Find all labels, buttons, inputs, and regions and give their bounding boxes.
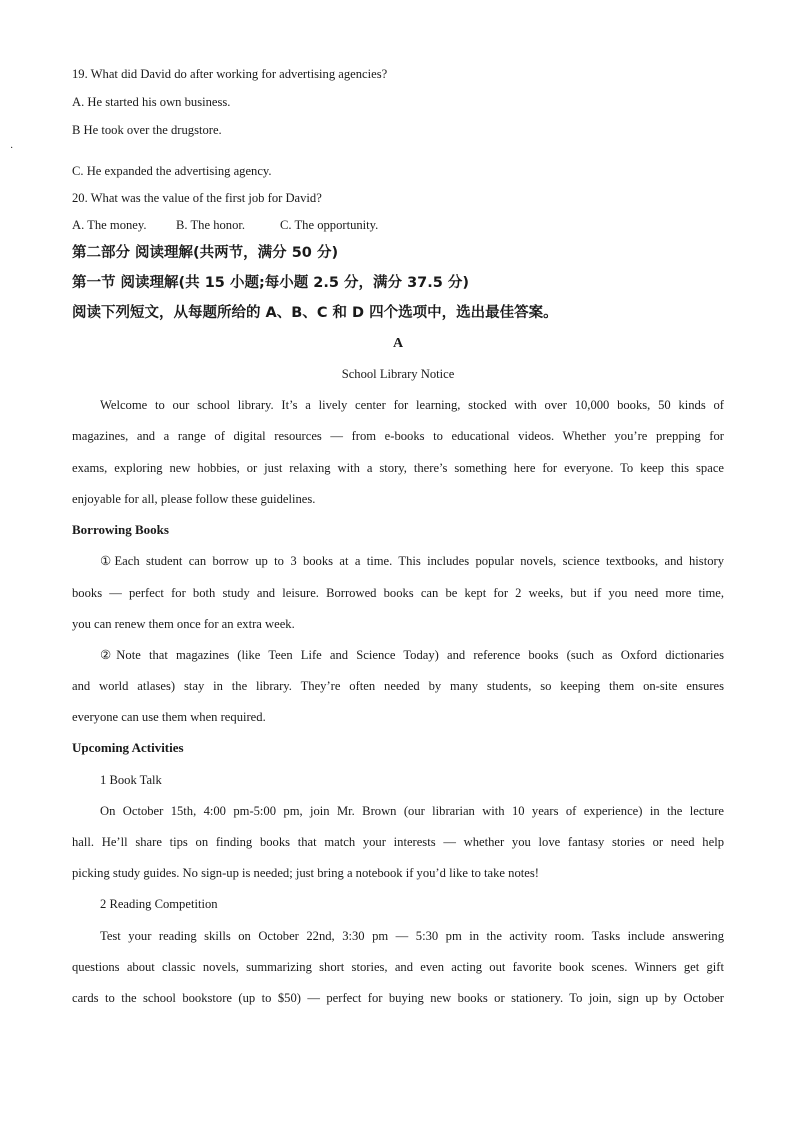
activity-1-line-3: picking study guides. No sign-up is needed; just bring a notebook if you’d like to take notes! xyxy=(72,866,539,880)
q19-option-b: B He took over the drugstore. xyxy=(72,123,222,137)
activity-2-line-3: cards to the school bookstore (up to $50) — perfect for buying new books or stationery. To join, sign up by October xyxy=(72,991,724,1005)
borrowing-1-line-1: ①Each student can borrow up to 3 books at a time. This includes popular novels, science textbooks, and history xyxy=(100,554,724,568)
passage-title: School Library Notice xyxy=(341,367,455,381)
intro-line-4: enjoyable for all, please follow these guidelines. xyxy=(72,492,316,506)
q19-option-a: A. He started his own business. xyxy=(72,95,231,109)
borrowing-1-line-3: you can renew them once for an extra week. xyxy=(72,617,295,631)
q20-option-c: C. The opportunity. xyxy=(280,218,379,232)
activities-heading: Upcoming Activities xyxy=(72,740,184,755)
passage-letter: A xyxy=(392,336,404,351)
activity-1-title: 1 Book Talk xyxy=(100,773,162,787)
intro-line-3: exams, exploring new hobbies, or just relaxing with a story, there’s something here for everyone. To keep this space xyxy=(72,461,724,475)
part-title: 第二部分 阅读理解(共两节，满分 50 分) xyxy=(72,245,339,261)
question-20: 20. What was the value of the first job for David? xyxy=(72,191,322,205)
stray-dot: · xyxy=(10,143,14,154)
activity-1-line-1: On October 15th, 4:00 pm-5:00 pm, join Mr. Brown (our librarian with 10 years of experience) in the lecture xyxy=(100,804,724,818)
activity-2-title: 2 Reading Competition xyxy=(100,897,218,911)
instruction: 阅读下列短文，从每题所给的 A、B、C 和 D 四个选项中，选出最佳答案。 xyxy=(72,305,558,321)
q20-options xyxy=(72,217,378,233)
borrowing-1-line-2: books — perfect for both study and leisure. Borrowed books can be kept for 2 weeks, but if you need more time, xyxy=(72,586,724,600)
q20-option-b: B. The honor. xyxy=(176,218,246,232)
q19-option-c: C. He expanded the advertising agency. xyxy=(72,164,272,178)
activity-2-line-1: Test your reading skills on October 22nd, 3:30 pm — 5:30 pm in the activity room. Tasks include answering xyxy=(100,929,724,943)
activity-2-line-2: questions about classic novels, summarizing short stories, and even acting out favorite book scenes. Winners get gift xyxy=(72,960,724,974)
question-19: 19. What did David do after working for advertising agencies? xyxy=(72,67,388,81)
borrowing-heading: Borrowing Books xyxy=(72,522,169,537)
borrowing-2-line-3: everyone can use them when required. xyxy=(72,710,266,724)
section-title: 第一节 阅读理解(共 15 小题;每小题 2.5 分，满分 37.5 分) xyxy=(72,275,470,291)
activity-1-line-2: hall. He’ll share tips on finding books that match your interests — whether you love fantasy stories or need help xyxy=(72,835,724,849)
intro-line-2: magazines, and a range of digital resources — from e-books to educational videos. Whether you’re prepping for xyxy=(72,429,724,443)
intro-line-1: Welcome to our school library. It’s a lively center for learning, stocked with over 10,000 books, 50 kinds of xyxy=(100,398,724,412)
borrowing-2-line-2: and world atlases) stay in the library. They’re often needed by many students, so keeping them on-site ensures xyxy=(72,679,724,693)
q20-option-a: A. The money. xyxy=(72,218,147,232)
borrowing-2-line-1: ②Note that magazines (like Teen Life and Science Today) and reference books (such as Oxford dictionaries xyxy=(100,648,724,662)
